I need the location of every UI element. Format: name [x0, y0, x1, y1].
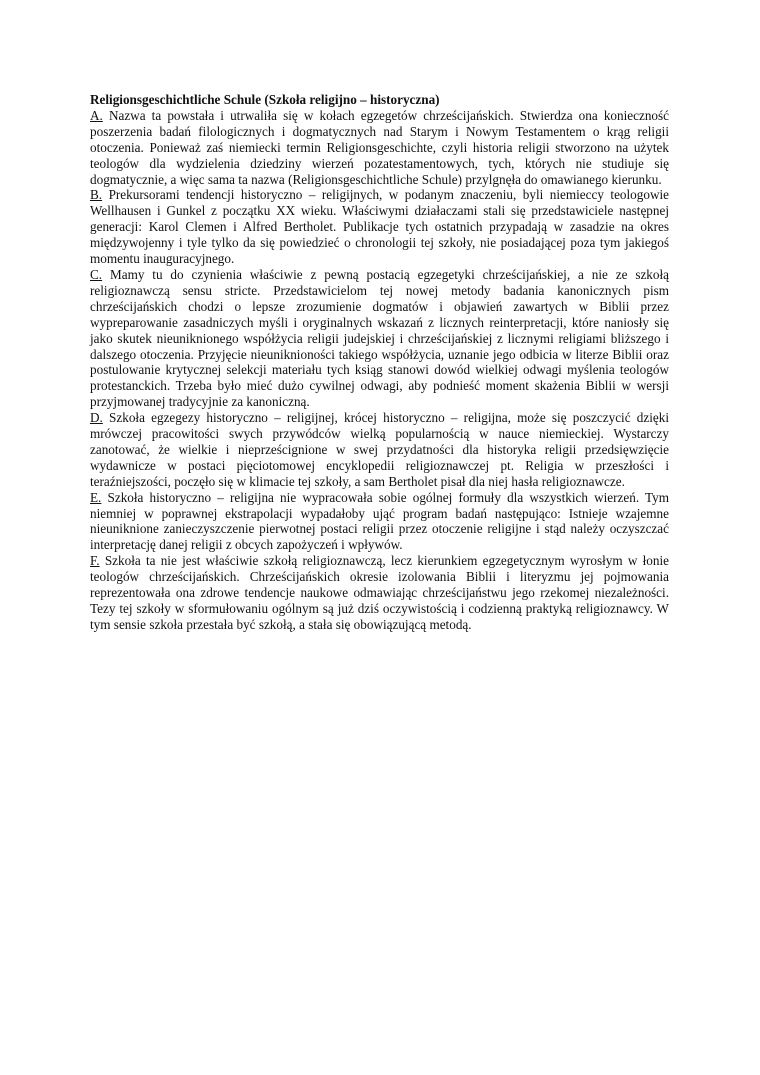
paragraph-d	[90, 410, 669, 490]
paragraph-e	[90, 490, 669, 554]
paragraph-marker: F.	[90, 553, 100, 569]
paragraph-c	[90, 267, 669, 410]
paragraph-f	[90, 553, 669, 633]
paragraph-marker: B.	[90, 187, 103, 203]
paragraph-text: Mamy tu do czynienia właściwie z pewną postacią egzegetyki chrześcijańskiej, a nie ze szkołą religioznawczą sensu stricte. Przedstawicielom tej nowej metody badania kanonicznych pism chrześcijańskich chodzi o lepsze zrozumienie dogmatów i objawień zawartych w Biblii przez wypreparowanie zasadniczych myśli i oryginalnych wskazań z licznych reinterpretacji, które naniosły się jako skutek nieuniknionego współżycia religii judejskiej i chrześcijańskiej z licznymi religiami bliższego i dalszego otoczenia. Przyjęcie nieuniknioności takiego współżycia, uznanie jego odbicia w literze Biblii oraz postulowanie krytycznej selekcji materiału tych ksiąg stanowi dowód wielkiej odwagi myślenia teologów protestanckich. Trzeba było mieć dużo cywilnej odwagi, aby podnieść moment skażenia Biblii w wersji przyjmowanej tradycyjnie za kanoniczną.	[90, 266, 670, 410]
paragraph-a	[90, 108, 669, 188]
document-body	[90, 92, 669, 633]
paragraph-text: Szkoła egzegezy historyczno – religijnej, krócej historyczno – religijna, może się poszczycić dzięki mrówczej pracowitości swych przywódców wielką popularnością w nauce niemieckiej. Wystarczy zanotować, że wielkie i nieprześcignione w swej przydatności dla historyka religii przedsięwzięcie wydawnicze w postaci pięciotomowej encyklopedii religioznawczej pt. Religia w przeszłości i teraźniejszości, poczęło się w klimacie tej szkoły, a sam Bertholet pisał dla niej hasła religioznawcze.	[90, 410, 669, 489]
paragraph-marker: E.	[90, 489, 102, 505]
paragraph-text: Prekursorami tendencji historyczno – religijnych, w podanym znaczeniu, byli niemieccy teologowie Wellhausen i Gunkel z początku XX wieku. Właściwymi działaczami stali się przedstawiciele następnej generacji: Karol Clemen i Alfred Bertholet. Publikacje tych ostatnich przypadają w zasadzie na okres międzywojenny i tyle tylko da się powiedzieć o chronologii tej szkoły, nie posiadającej poza tym jakiegoś momentu inauguracyjnego.	[90, 187, 670, 267]
paragraph-text: Szkoła ta nie jest właściwie szkołą religioznawczą, lecz kierunkiem egzegetycznym wyrosłym w łonie teologów chrześcijańskich. Chrześcijańskich okresie izolowania Biblii i literyzmu jej pojmowania reprezentowała ona zdrowe tendencje naukowe odmawiając chrześcijaństwu jego rzekomej niezależności. Tezy tej szkoły w sformułowaniu ogólnym są już dziś oczywistością i codzienną praktyką religioznawcy. W tym sensie szkoła przestała być szkołą, a stała się obowiązującą metodą.	[90, 553, 670, 632]
paragraph-text: Nazwa ta powstała i utrwaliła się w kołach egzegetów chrześcijańskich. Stwierdza ona konieczność poszerzenia badań filologicznych i dogmatycznych nad Starym i Nowym Testamentem o krąg religii otoczenia. Ponieważ zaś niemiecki termin Religionsgeschichte, czyli historia religii stworzono na użytek teologów dla wydzielenia dziedziny wierzeń pozatestamentowych, tych, których nie studiuje się dogmatycznie, a więc sama ta nazwa (Religionsgeschichtliche Schule) przylgnęła do omawianego kierunku.	[90, 107, 669, 187]
paragraph-marker: D.	[90, 410, 103, 426]
document-title: Religionsgeschichtliche Schule (Szkoła religijno – historyczna)	[90, 92, 440, 107]
paragraph-marker: A.	[90, 107, 103, 123]
paragraph-marker: C.	[90, 266, 103, 282]
paragraph-b	[90, 187, 669, 267]
paragraph-text: Szkoła historyczno – religijna nie wypracowała sobie ogólnej formuły dla wszystkich wierzeń. Tym niemniej w poprawnej ekstrapolacji wypadałoby ująć program badań następująco: Istnieje wzajemne nieuniknione zanieczyszczenie pierwotnej postaci religii przez otoczenie religijne i stąd należy oczyszczać interpretację danej religii z obcych zapożyczeń i wpływów.	[90, 489, 670, 553]
